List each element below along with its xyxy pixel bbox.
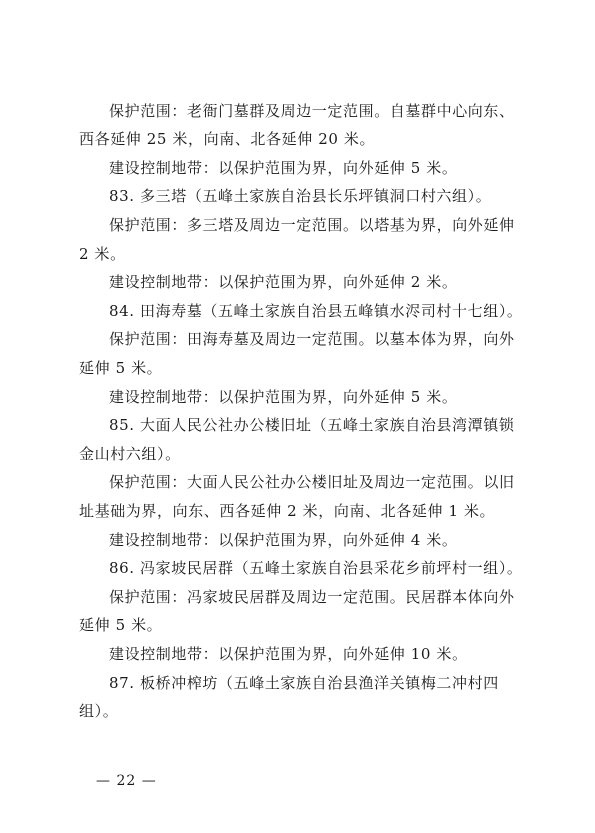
item-heading-85: 85. 大面人民公社办公楼旧址（五峰土家族自治县湾潭镇锁 [109,416,515,434]
text-line-construction-control: 建设控制地带：以保护范围为界，向外延伸 5 米。 [109,159,458,177]
text-line-continuation: 延伸 5 米。 [79,359,163,377]
text-line-protection-range-tianhaishou: 保护范围：田海寿墓及周边一定范围。以墓本体为界，向外 [109,330,515,348]
text-line-protection-range-duosanta: 保护范围：多三塔及周边一定范围。以塔基为界，向外延伸 [109,216,515,234]
text-line-continuation: 西各延伸 25 米，向南、北各延伸 20 米。 [79,130,376,148]
item-heading-84: 84. 田海寿墓（五峰土家族自治县五峰镇水浕司村十七组）。 [109,302,523,320]
text-line-continuation: 址基础为界，向东、西各延伸 2 米，向南、北各延伸 1 米。 [79,502,496,520]
item-heading-87: 87. 板桥冲榨坊（五峰土家族自治县渔洋关镇梅二冲村四 [109,674,499,692]
text-line-protection-range-fengjiapo: 保护范围：冯家坡民居群及周边一定范围。民居群本体向外 [109,588,515,606]
item-heading-83: 83. 多三塔（五峰土家族自治县长乐坪镇洞口村六组）。 [109,187,492,205]
item-heading-86: 86. 冯家坡民居群（五峰土家族自治县采花乡前坪村一组）。 [109,559,523,577]
text-line-construction-control: 建设控制地带：以保护范围为界，向外延伸 2 米。 [109,273,458,291]
text-line-construction-control: 建设控制地带：以保护范围为界，向外延伸 10 米。 [109,645,468,663]
text-line-protection-range-laoyamen: 保护范围：老衙门墓群及周边一定范围。自墓群中心向东、 [109,102,515,120]
text-line-continuation: 延伸 5 米。 [79,616,163,634]
text-line-continuation: 金山村六组）。 [79,445,181,463]
text-line-continuation: 2 米。 [79,245,126,263]
text-line-construction-control: 建设控制地带：以保护范围为界，向外延伸 5 米。 [109,388,458,406]
text-line-protection-range-damian: 保护范围：大面人民公社办公楼旧址及周边一定范围。以旧 [109,473,515,491]
page-number: — 22 — [96,773,157,789]
text-line-continuation: 组）。 [79,702,119,720]
text-line-construction-control: 建设控制地带：以保护范围为界，向外延伸 4 米。 [109,531,458,549]
